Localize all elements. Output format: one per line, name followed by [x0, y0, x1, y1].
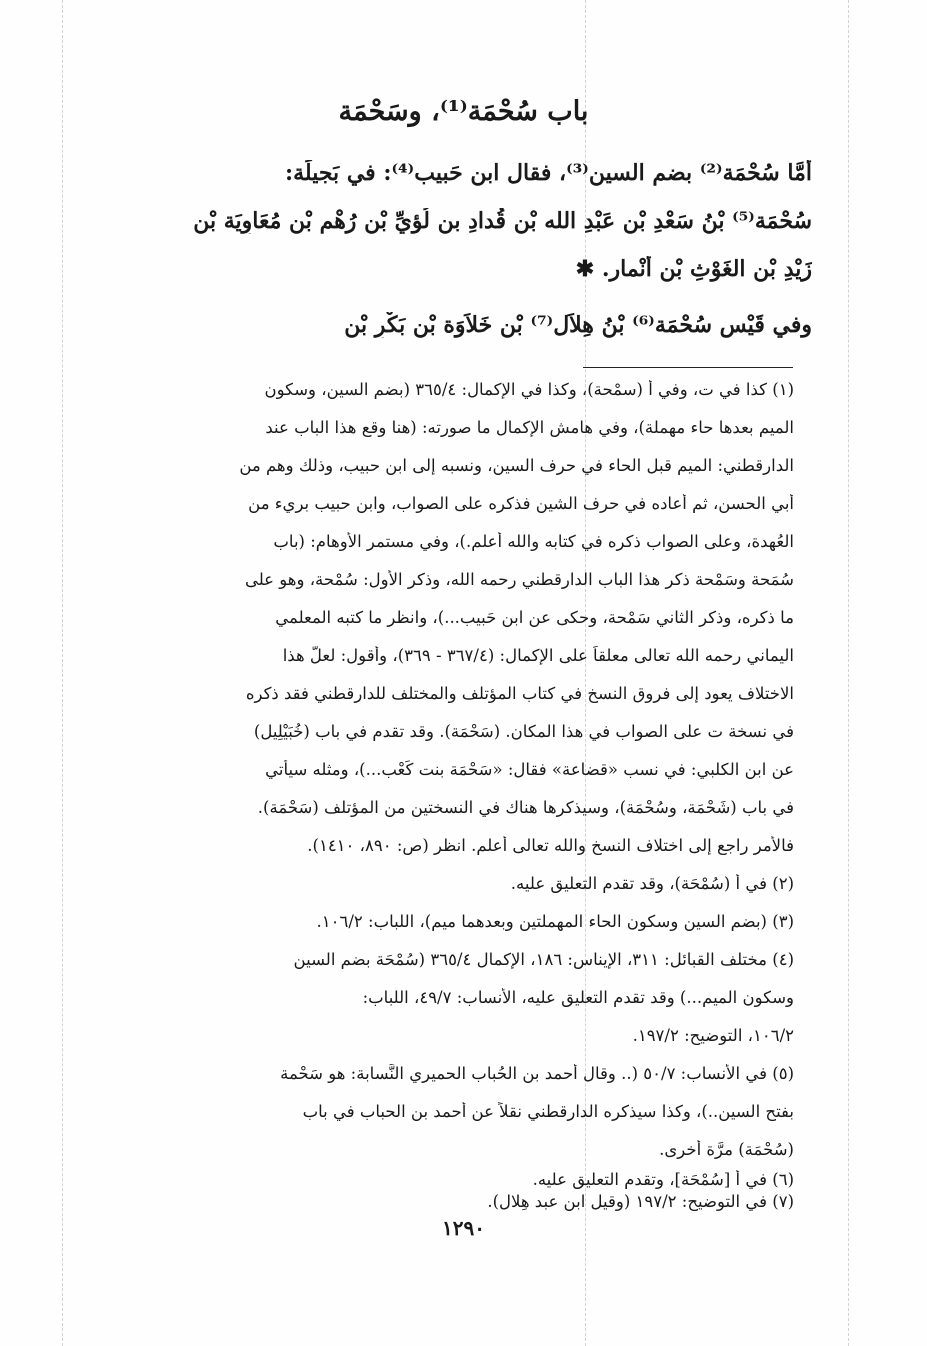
footnote-line: الميم بعدها حاء مهملة)، وفي هامش الإكمال ما صورته: (هنا وقع هذا الباب عند [265, 418, 794, 437]
footnote-line: (٤) مختلف القبائل: ٣١١، الإيناس: ١٨٦، الإكمال ٣٦٥/٤ (سُمْحَة بضم السين [293, 950, 794, 969]
footnote-line: فالأمر راجع إلى اختلاف النسخ والله تعالى أعلم. انظر (ص: ٨٩٠، ١٤١٠). [307, 836, 794, 855]
footnote-line: (٦) في أ [سُمْحَة]، وتقدم التعليق عليه. [532, 1170, 794, 1189]
footnote-line: (٥) في الأنساب: ٥٠/٧ (.. وقال أحمد بن الحُباب الحميري النَّسابة: هو سَحْمة [280, 1064, 794, 1083]
main-text-line: أمَّا سُحْمَة⁽²⁾ بضم السين⁽³⁾، فقال ابن حَبيب⁽⁴⁾: في بَجيلَة: [285, 160, 812, 186]
footnote-line: (سُحْمَة) مرَّة أخرى. [659, 1140, 794, 1159]
main-text-line: سُحْمَة⁽⁵⁾ بْنُ سَعْدِ بْنِ عَبْدِ الله بْنِ قُدادِ بن لُؤيِّ بْنِ رُهْمِ بْنِ مُعَاوِيَة بْنِ [193, 208, 812, 234]
footnote-line: عن ابن الكلبي: في نسب «قضاعة» فقال: «سَحْمَة بنت كَعْب...)، ومثله سيأتي [265, 760, 794, 779]
main-text-line: زَيْدِ بْنِ الغَوْثِ بْنِ أنْمار. ✱ [575, 256, 812, 282]
footnote-line: الدارقطني: الميم قبل الحاء في حرف السين، ونسبه إلى ابن حبيب، وذلك وهم من [239, 456, 794, 475]
footnote-line: العُهدة، وعلى الصواب ذكره في كتابه والله أعلم.)، وفي مستمر الأوهام: (باب [273, 532, 794, 551]
footnote-line: (٣) (بضم السين وسكون الحاء المهملتين وبعدهما ميم)، اللباب: ١٠٦/٢. [316, 912, 794, 931]
footnote-line: الاختلاف يعود إلى فروق النسخ في كتاب المؤتلف والمختلف للدارقطني فقد ذكره [245, 684, 794, 703]
main-text-line: وفي قَيْس سُحْمَة⁽⁶⁾ بْنُ هِلاَل⁽⁷⁾ بْنِ خَلاَوَة بْنِ بَكْرِ بْنِ [344, 312, 812, 338]
footnote-line: ما ذكره، وذكر الثاني سَمْحة، وحكى عن ابن حَبيب...)، وانظر ما كتبه المعلمي [275, 608, 794, 627]
footnote-line: وسكون الميم...) وقد تقدم التعليق عليه، الأنساب: ٤٩/٧، اللباب: [362, 988, 794, 1007]
footnote-line: في نسخة ت على الصواب في هذا المكان. (سَحْمَة). وقد تقدم في باب (خُبَيْلِيل) [253, 722, 794, 741]
footnote-line: (١) كذا في ت، وفي أ (سمْحة)، وكذا في الإكمال: ٣٦٥/٤ (بضم السين، وسكون [264, 380, 794, 399]
footnote-line: (٢) في أ (سُمْحَة)، وقد تقدم التعليق عليه. [510, 874, 794, 893]
footnote-line: اليماني رحمه الله تعالى معلقاً على الإكمال: (٣٦٧/٤ - ٣٦٩)، وأقول: لعلَّ هذا [282, 646, 794, 665]
guide-line [848, 0, 849, 1346]
footnote-separator [583, 367, 793, 368]
footnote-line: (٧) في التوضيح: ١٩٧/٢ (وقيل ابن عبد هِلال). [487, 1192, 794, 1211]
footnote-line: أبي الحسن، ثم أعاده في حرف الشين فذكره على الصواب، وابن حبيب بريء من [248, 494, 794, 513]
footnote-line: في باب (شَحْمَة، وسُحْمَة)، وسيذكرها هناك في النسختين من المؤتلف (سَحْمَة). [257, 798, 794, 817]
footnote-line: ١٠٦/٢، التوضيح: ١٩٧/٢. [632, 1026, 794, 1045]
footnote-line: بفتح السين..)، وكذا سيذكره الدارقطني نقلاً عن أحمد بن الحباب في باب [302, 1102, 794, 1121]
chapter-title: باب سُحْمَة⁽¹⁾، وسَحْمَة [338, 96, 589, 127]
footnote-line: سُمَحة وسَمْحة ذكر هذا الباب الدارقطني رحمه الله، وذكر الأول: سُمْحة، وهو على [244, 570, 794, 589]
page-number: ١٢٩٠ [442, 1216, 485, 1240]
guide-line [62, 0, 63, 1346]
